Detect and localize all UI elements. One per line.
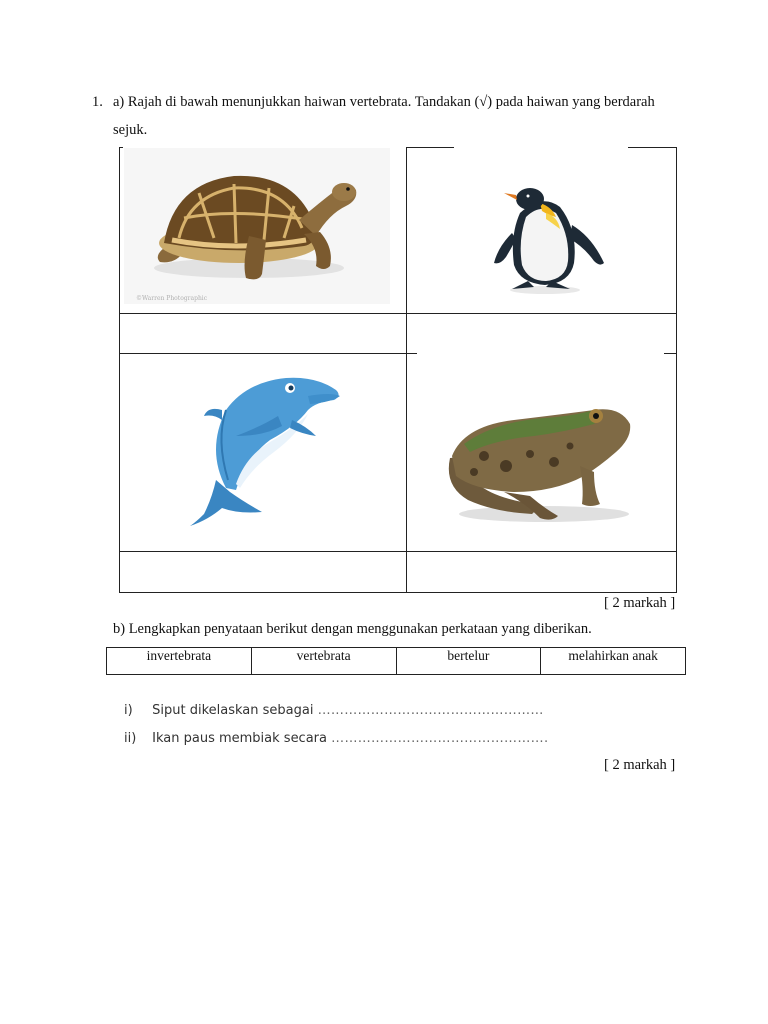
grid-line [119, 551, 677, 552]
grid-line [119, 353, 417, 354]
grid-line [676, 354, 677, 593]
grid-line [119, 313, 677, 314]
answer-blank-ii[interactable]: …………………………………………. [331, 731, 549, 746]
statement-i [124, 703, 544, 718]
statement-number: i) [124, 703, 133, 718]
grid-line [628, 147, 676, 148]
grid-line [406, 147, 407, 593]
grid-line [119, 147, 120, 593]
statement-text: Ikan paus membiak secara [152, 731, 327, 746]
question-a-text-continued: sejuk. [113, 122, 148, 138]
dolphin-image [186, 370, 344, 530]
grid-line [119, 592, 677, 593]
question-b-text: b) Lengkapkan penyataan berikut dengan menggunakan perkataan yang diberikan. [113, 621, 592, 637]
answer-box-dolphin[interactable] [121, 553, 405, 591]
turtle-watermark: ©Warren Photographic [136, 295, 208, 302]
word-bank-item: melahirkan anak [541, 648, 686, 675]
grid-line [676, 147, 677, 354]
statement-ii [124, 731, 548, 746]
marks-a: [ 2 markah ] [604, 595, 676, 611]
frog-image [444, 396, 634, 528]
word-bank-item: bertelur [396, 648, 541, 675]
marks-b: [ 2 markah ] [604, 757, 676, 773]
statement-text: Siput dikelaskan sebagai [152, 703, 314, 718]
word-bank-item: vertebrata [251, 648, 396, 675]
question-number: 1. [92, 94, 103, 110]
answer-blank-i[interactable]: …………………………………………… [317, 703, 544, 718]
answer-box-penguin[interactable] [408, 315, 675, 352]
turtle-image [124, 148, 390, 304]
grid-line [664, 353, 677, 354]
penguin-image [490, 185, 606, 295]
answer-box-frog[interactable] [408, 553, 675, 591]
answer-box-turtle[interactable] [121, 315, 405, 352]
question-a-text: a) Rajah di bawah menunjukkan haiwan vertebrata. Tandakan (√) pada haiwan yang berdarah [113, 94, 655, 110]
grid-line [406, 147, 454, 148]
word-bank-item: invertebrata [107, 648, 252, 675]
word-bank-table [106, 647, 686, 675]
statement-number: ii) [124, 731, 137, 746]
